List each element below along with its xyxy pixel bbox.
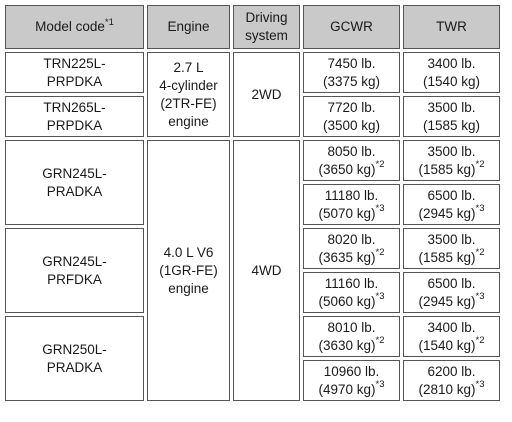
- gcwr-cell: 8020 lb. (3635 kg)$^{*2}$: [303, 228, 400, 269]
- footnote-marker: *3: [375, 203, 385, 214]
- table-row: [5, 140, 500, 181]
- twr-cell: 3500 lb. (1585 kg)$^{*2}$: [403, 140, 500, 181]
- twr-cell: 3400 lb. (1540 kg)$^{*2}$: [403, 316, 500, 357]
- footnote-marker: *3: [475, 291, 485, 302]
- model-code-cell: GRN245L- PRFDKA: [5, 228, 144, 313]
- gcwr-cell: 8010 lb. (3630 kg)$^{*2}$: [303, 316, 400, 357]
- model-code-cell: TRN225L- PRPDKA: [5, 52, 144, 93]
- engine-cell: 2.7 L 4-cylinder (2TR-FE) engine: [147, 52, 230, 137]
- table-row: [5, 52, 500, 93]
- header-driving-system: Driving system: [233, 5, 300, 49]
- footnote-marker: *2: [375, 335, 385, 346]
- twr-cell: 6500 lb. (2945 kg)$^{*3}$: [403, 184, 500, 225]
- header-row: [5, 5, 500, 49]
- gcwr-cell: 7450 lb. (3375 kg): [303, 52, 400, 93]
- footnote-marker: *3: [475, 203, 485, 214]
- header-twr: TWR: [403, 5, 500, 49]
- footnote-marker: *2: [375, 247, 385, 258]
- twr-cell: 3500 lb. (1585 kg): [403, 96, 500, 137]
- twr-cell: 3500 lb. (1585 kg)$^{*2}$: [403, 228, 500, 269]
- engine-cell: 4.0 L V6 (1GR-FE) engine: [147, 140, 230, 401]
- header-gcwr: GCWR: [303, 5, 400, 49]
- model-code-cell: GRN245L- PRADKA: [5, 140, 144, 225]
- gcwr-cell: 11180 lb. (5070 kg)$^{*3}$: [303, 184, 400, 225]
- gcwr-cell: 8050 lb. (3650 kg)$^{*2}$: [303, 140, 400, 181]
- footnote-marker: *2: [475, 335, 485, 346]
- twr-cell: 6200 lb. (2810 kg)$^{*3}$: [403, 360, 500, 401]
- towing-capacity-table: [2, 2, 503, 404]
- footnote-marker: *2: [475, 247, 485, 258]
- gcwr-cell: 7720 lb. (3500 kg): [303, 96, 400, 137]
- twr-cell: 3400 lb. (1540 kg): [403, 52, 500, 93]
- footnote-marker: *2: [375, 159, 385, 170]
- driving-system-cell: 2WD: [233, 52, 300, 137]
- footnote-marker: *3: [375, 379, 385, 390]
- footnote-marker: *3: [375, 291, 385, 302]
- header-model-code: Model code$^{*1}$: [5, 5, 144, 49]
- footnote-marker: *1: [104, 16, 114, 28]
- twr-cell: 6500 lb. (2945 kg)$^{*3}$: [403, 272, 500, 313]
- footnote-marker: *2: [475, 159, 485, 170]
- footnote-marker: *3: [475, 379, 485, 390]
- gcwr-cell: 11160 lb. (5060 kg)$^{*3}$: [303, 272, 400, 313]
- driving-system-cell: 4WD: [233, 140, 300, 401]
- header-engine: Engine: [147, 5, 230, 49]
- model-code-cell: TRN265L- PRPDKA: [5, 96, 144, 137]
- gcwr-cell: 10960 lb. (4970 kg)$^{*3}$: [303, 360, 400, 401]
- model-code-cell: GRN250L- PRADKA: [5, 316, 144, 401]
